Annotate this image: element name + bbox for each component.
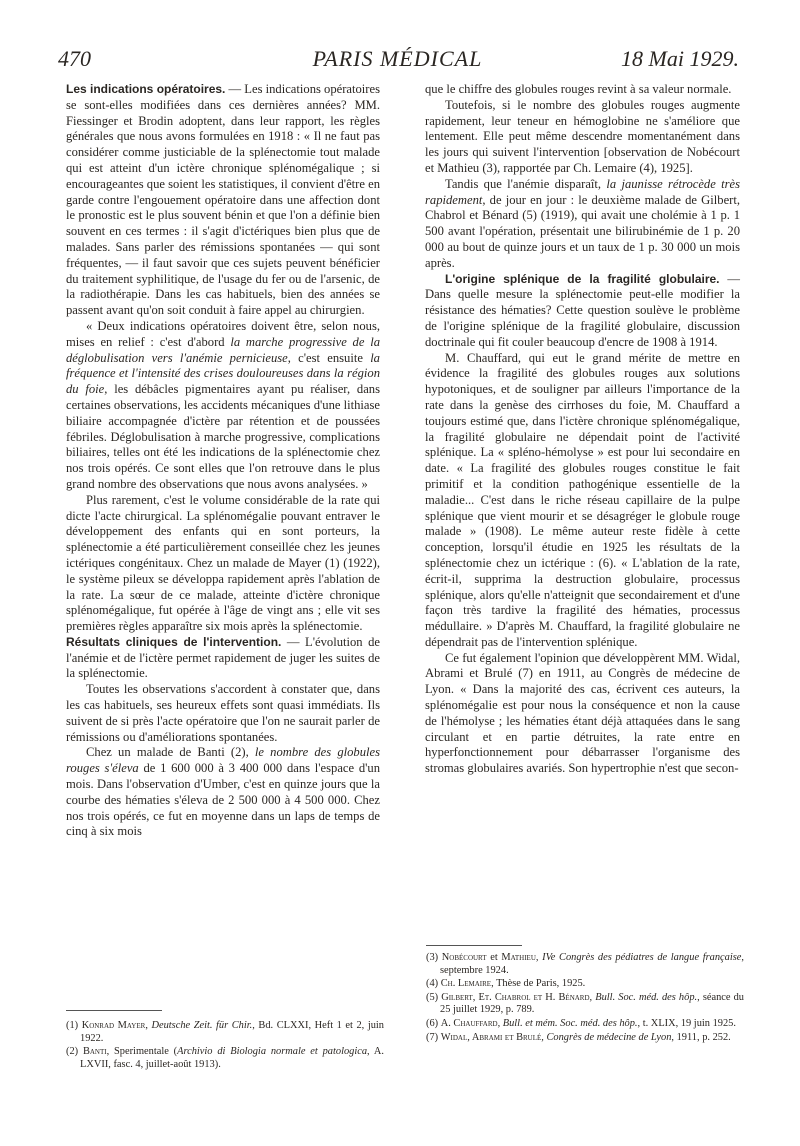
emphasis-text: la marche progressive de la déglobulisation vers l'anémie pernicieuse: [66, 334, 380, 365]
footnote-author: A. Chauffard: [440, 1017, 498, 1029]
paragraph: que le chiffre des globules rouges revint à sa valeur normale.: [425, 82, 732, 96]
footnote-text: , Sperimentale (: [106, 1046, 178, 1058]
footnote-divider: [66, 1010, 162, 1011]
paragraph: [66, 82, 380, 319]
left-column: [66, 82, 380, 840]
footnotes-left: [66, 1020, 384, 1072]
footnote: [426, 952, 744, 977]
emphasis-text: la fréquence et l'intensité des crises douloureuses dans la région du foie: [66, 350, 380, 397]
footnote: [426, 992, 744, 1017]
footnote-number: (3): [426, 952, 442, 963]
paragraph-text: , c'est ensuite: [287, 350, 371, 365]
paragraph: [66, 319, 380, 493]
footnote-divider: [426, 945, 522, 946]
paragraph-text: , de jour en jour : le deuxième malade de Gilbert, Chabrol et Bénard (5) (1919), qui avait une cholémie à 1 p. 1 500 avant l'opération, présentait une bilirubinémie de 1 p. 20 000 au bout de quinze jours et un taux de 1 p. 30 000 un mois après.: [425, 192, 740, 270]
footnote-author: Ch. Lemaire: [440, 978, 492, 990]
paragraph: Plus rarement, c'est le volume considérable de la rate qui dicte l'acte chirurgical. La splénomégalie pouvant entraver le développement des enfants qui en sont porteurs, la splénectomie a été particulièrement conseillée chez les jeunes ictériques congénitaux. Chez un malade de Mayer (1) (1922), le système pileux se développa rapidement après l'ablation de la rate. La sœur de ce malade, atteinte d'ictère chronique splénomégalique, fut opérée à l'âge de vingt ans ; elle vit ses premières règles apparaître six mois après la splénectomie.: [66, 492, 380, 634]
right-column: [425, 82, 740, 777]
paragraph: [66, 635, 380, 682]
footnote-source: Archivio di Biologia normale et patologica: [177, 1046, 368, 1058]
footnote-text: , Bd. CLXXI, Heft 1 et 2, juin 1922.: [80, 1020, 385, 1044]
footnote-author: Mathieu: [501, 952, 536, 963]
footnote: [426, 978, 744, 991]
footnote-source: Deutsche Zeit. für Chir.: [151, 1020, 253, 1031]
issue-date: 18 Mai 1929.: [621, 46, 739, 71]
footnote-number: (4): [426, 978, 441, 990]
paragraph-text: Chez un malade de Banti (2),: [86, 745, 255, 760]
paragraph: M. Chauffard, qui eut le grand mérite de mettre en évidence la fragilité des globules rouges aux solutions hypotoniques, et de souligner par ailleurs l'importance de la rate dans la genèse des cirrhoses du foie, M. Chauffard a toujours estimé que, dans l'ictère chronique splénomégalique, la fragilité globulaire ne dépendait point de l'activité splénique. La « spléno-hémolyse » est pour lui secondaire en date. « La fragilité des globules rouges constitue le fait primitif et la condition pathogénique essentielle de la maladie... C'est dans le riche réseau capillaire de la pulpe splénique que vient mourir et se désagréger le globule rouge malade » (1908). Le même auteur reste fidèle à cette conception, lorsqu'il étudie en 1925 les résultats de la splénectomie chez un ictérique : (6). « L'ablation de la rate, écrit-il, supprima la destruction globulaire, processus splénique, alors qu'elle n'atteignit que secondairement et d'une façon très tardive la fragilité des hématies, processus médullaire. » D'après M. Chauffard, la fragilité globulaire ne dépendrait pas de l'intervention splénique.: [425, 350, 740, 649]
footnote-text: , Thèse de Paris, 1925.: [491, 978, 586, 990]
emphasis-text: la jaunisse rétrocède très rapidement: [425, 176, 740, 207]
footnote-number: (7): [426, 1031, 441, 1043]
section-heading: L'origine splénique de la fragilité globulaire.: [445, 271, 720, 286]
footnote-number: (2): [66, 1046, 83, 1058]
footnote-text: , A. LXVII, fasc. 4, juillet-août 1913).: [80, 1046, 384, 1070]
paragraph-text: , les débâcles pigmentaires ayant pu réaliser, dans certaines observations, les accidents mécaniques d'une lithiase biliaire accompagnée d'ictère par rétention et de poussées fébriles. Déglobulisation à marche progressive, complications biliaires, telles ont été les indications de la splénectomie chez nos trois opérés. Ce sont elles que l'on retrouve dans le plus grand nombre des observations que nous avons analysées. »: [66, 382, 380, 491]
page-number: 470: [58, 46, 91, 71]
footnote-author: Nobécourt: [441, 952, 487, 963]
emphasis-text: le nombre des globules rouges s'éleva: [66, 745, 380, 776]
paragraph-text: de 1 600 000 à 3 400 000 dans l'espace d'un mois. Dans l'observation d'Umber, c'est en quinze jours que la courbe des hématies s'éleva de 2 500 000 à 4 500 000. Chez nos trois opérés, ce fut en moyenne dans un laps de temps de cinq à six mois: [66, 761, 380, 839]
footnote-author: Banti: [82, 1046, 107, 1058]
footnote-source: , Congrès de médecine de Lyon: [541, 1031, 672, 1043]
paragraph: Ce fut également l'opinion que développèrent MM. Widal, Abrami et Brulé (7) en 1911, au Congrès de médecine de Lyon. « Dans la majorité des cas, écrivent ces auteurs, la splénomégalie est pour nous la conséquence et non la cause de l'hémolyse ; les hématies étant déjà attaquées dans le sang circulant et en partie détruites, la rate entre en hyperfonctionnement pour débarrasser l'organisme des stromas globulaires avariés. Son hypertrophie n'est que secon-: [425, 650, 740, 776]
footnote-author: Widal, Abrami et Brulé: [440, 1031, 542, 1043]
footnote: [426, 1018, 744, 1031]
paragraph: [425, 272, 740, 351]
paragraph-text: — Les indications opératoires se sont-elles modifiées dans ces dernières années? MM. Fiessinger et Brodin adoptent, dans leur rapport, les règles générales que nous avons formulées en 1918 : « Il ne faut pas considérer comme justiciable de la splénectomie tout malade qui est atteint d'un ictère chronique splénomégalique ; si encourageantes que soient les statistiques, il convient d'être en garde contre l'engouement opératoire dans une affection dont le pronostic est le plus souvent bénin et que l'on a définie bien souvent en ces termes : il s'agit d'ictériques bien plus que de malades. Sans parler des rémissions spontanées — qui sont fréquentes, — il faut savoir que ces sujets peuvent bénéficier du traitement syphilitique, de l'usage du fer ou de l'arsenic, de la radiothérapie. Dans les cas habituels, bien des années se passent avant qu'on soit conduit à faire appel au chirurgien.: [66, 82, 380, 318]
paragraph: Toutefois, si le nombre des globules rouges augmente rapidement, leur teneur en hémoglobine ne s'améliore que lentement. Elle peut même descendre momentanément dans les jours qui suivent l'intervention [observation de Nobécourt et Mathieu (3), rapportée par Ch. Lemaire (4), 1925].: [425, 97, 740, 175]
footnote: (1) Konrad Mayer, Deutsche Zeit. für Chir., Bd. CLXXI, Heft 1 et 2, juin 1922.: [66, 1020, 385, 1044]
footnote: [426, 1032, 744, 1045]
footnote-author: Konrad Mayer: [81, 1020, 146, 1031]
paragraph: [66, 745, 380, 840]
footnote-author: Gilbert, Et. Chabrol et H. Bénard: [441, 991, 590, 1003]
footnote-number: (5): [426, 991, 442, 1003]
paragraph: [425, 177, 740, 272]
paragraph: Toutes les observations s'accordent à constater que, dans les cas habituels, ses heureux effets sont quasi immédiats. Ils suivent de si près l'acte opératoire que l'on ne saurait parler de rémissions ou d'améliorations spontanées.: [66, 682, 380, 744]
footnote-text: , septembre 1924.: [440, 952, 744, 976]
paragraph-text: « Deux indications opératoires doivent être, selon nous, mises en relief : c'est d'abord: [66, 318, 380, 349]
footnotes-right: [426, 952, 744, 1045]
section-heading: Les indications opératoires.: [66, 82, 226, 96]
section-heading: Résultats cliniques de l'intervention.: [66, 634, 282, 649]
footnote-number: (1): [66, 1020, 82, 1031]
footnote: [66, 1046, 384, 1071]
footnote-source: , Bull. Soc. méd. des hôp.: [589, 991, 698, 1003]
paragraph-text: Tandis que l'anémie disparaît,: [445, 176, 607, 191]
footnote-text: , 1911, p. 252.: [671, 1031, 731, 1043]
journal-title: PARIS MÉDICAL: [312, 46, 483, 71]
footnote-source: , IVe Congrès des pédiatres de langue française: [535, 952, 742, 963]
footnote-source: , Bull. et mém. Soc. méd. des hôp.: [497, 1017, 638, 1029]
footnote-text: , t. XLIX, 19 juin 1925.: [637, 1017, 736, 1029]
footnote-text: et: [486, 952, 502, 963]
paragraph-text: — L'évolution de l'anémie et de l'ictère permet rapidement de juger les suites de la splénectomie.: [66, 634, 380, 681]
paragraph-text: — Dans quelle mesure la splénectomie peut-elle modifier la résistance des hématies? Cette question soulève le problème de l'origine splénique de la fragilité globulaire, discussion doctrinale qui fit couler beaucoup d'encre de 1908 à 1914.: [425, 271, 740, 349]
running-header: [56, 44, 739, 80]
footnote-number: (6): [426, 1017, 441, 1029]
footnote-text: , séance du 25 juillet 1929, p. 789.: [440, 991, 745, 1016]
